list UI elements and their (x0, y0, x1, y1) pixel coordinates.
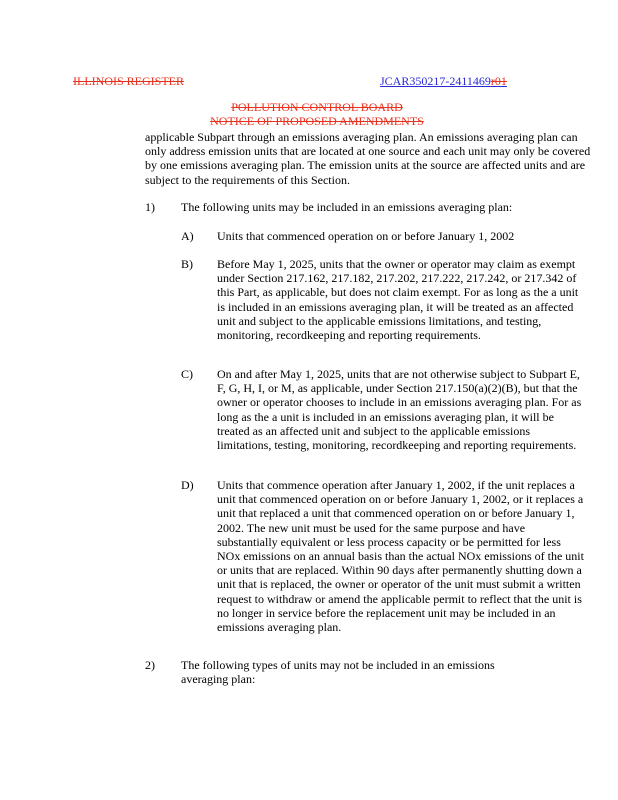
item-1a-text: Units that commenced operation on or before January 1, 2002 (217, 229, 515, 243)
item-1-number: 1) (145, 200, 155, 214)
register-header: ILLINOIS REGISTER (73, 74, 184, 88)
jcar-id: JCAR350217-2411469 (380, 74, 491, 88)
item-2-number: 2) (145, 658, 155, 672)
jcar-revision: r01 (490, 74, 507, 88)
jcar-header (380, 74, 507, 89)
agency-title: POLLUTION CONTROL BOARD (231, 100, 403, 114)
intro-paragraph: applicable Subpart through an emissions averaging plan. An emissions averaging plan can only address emission units that are located at one source and each unit may only be covered by one emissions averaging plan. The emission units at the source are affected units and are subject to the requirements of this Section. (145, 130, 591, 187)
item-1-text: The following units may be included in an emissions averaging plan: (181, 200, 513, 214)
item-2-text: The following types of units may not be included in an emissions averaging plan: (181, 658, 495, 687)
item-1a-label: A) (181, 229, 194, 243)
notice-title: NOTICE OF PROPOSED AMENDMENTS (210, 114, 424, 128)
item-1b-text: Before May 1, 2025, units that the owner or operator may claim as exempt under Section 217.162, 217.182, 217.202, 217.222, 217.242, or 217.342 of this Part, as applicable, but does not claim exempt. For as long as the a unit is included in an emissions averaging plan, it will be treated as an affected unit and subject to the applicable emissions limitations, and testing, monitoring, recordkeeping and reporting requirements. (217, 257, 579, 343)
item-1c-label: C) (181, 367, 193, 381)
item-1d-text: Units that commence operation after January 1, 2002, if the unit replaces a unit that commenced operation on or before January 1, 2002, or it replaces a unit that replaced a unit that commenced operation on or before January 1, 2002. The new unit must be used for the same purpose and have substantially equivalent or less process capacity or be permitted for less NOx emissions on an annual basis than the actual NOx emissions of the unit or units that are replaced. Within 90 days after permanently shutting down a unit that is replaced, the owner or operator of the unit must submit a written request to withdraw or amend the applicable permit to reflect that the unit is no longer in service before the replacement unit may be included in an emissions averaging plan. (217, 478, 584, 635)
item-1b-label: B) (181, 257, 193, 271)
item-1d-label: D) (181, 478, 194, 492)
item-1c-text: On and after May 1, 2025, units that are not otherwise subject to Subpart E, F, G, H, I, or M, as applicable, under Section 217.150(a)(2)(B), but that the owner or operator chooses to include in an emissions averaging plan. For as long as the a unit is included in an emissions averaging plan, it will be treated as an affected unit and subject to the applicable emissions limitations, testing, monitoring, recordkeeping and reporting requirements. (217, 367, 582, 453)
